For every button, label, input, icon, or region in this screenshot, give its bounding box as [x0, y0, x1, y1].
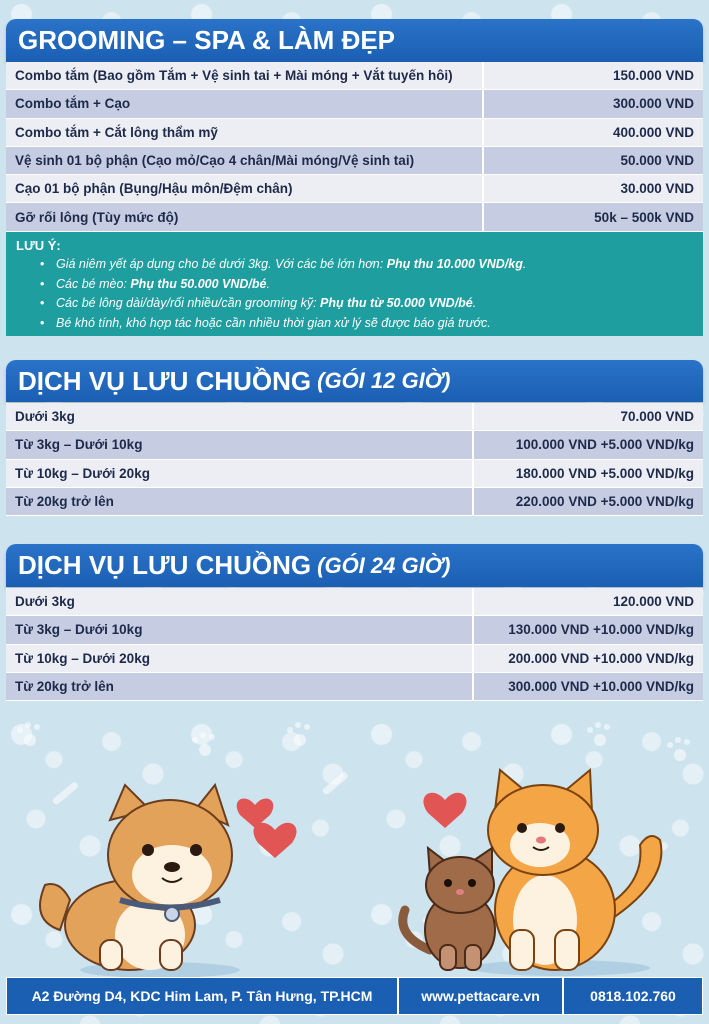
note-end: .	[266, 276, 270, 291]
paw-icon	[587, 722, 610, 746]
note-item	[56, 275, 693, 295]
service-name: Dưới 3kg	[6, 588, 474, 615]
paw-icon	[667, 737, 690, 761]
note-highlight: Phụ thu 50.000 VND/bé	[130, 276, 267, 291]
heart-icon	[423, 793, 466, 828]
note-text: Các bé lông dài/dày/rối nhiều/cần grooming kỹ:	[56, 296, 321, 310]
footer-phone[interactable]: 0818.102.760	[590, 988, 676, 1004]
orange-cat-icon	[470, 770, 661, 976]
service-name: Gỡ rối lông (Tùy mức độ)	[6, 203, 484, 230]
table-row	[6, 90, 703, 118]
service-price: 220.000 VND +5.000 VND/kg	[515, 494, 694, 510]
bone-icon	[322, 771, 349, 796]
table-row	[6, 616, 703, 644]
shiba-dog-icon	[40, 785, 240, 977]
table-row	[6, 403, 703, 431]
boarding24-subtitle: (GÓI 24 GIỜ)	[317, 552, 451, 578]
footer-address: A2 Đường D4, KDC Him Lam, P. Tân Hưng, TP.HCM	[7, 978, 399, 1014]
table-row	[6, 645, 703, 673]
note-text: Bé khó tính, khó hợp tác hoặc cần nhiều thời gian xử lý sẽ được báo giá trước.	[56, 315, 491, 330]
service-name: Combo tắm + Cắt lông thẩm mỹ	[6, 119, 484, 146]
service-price: 180.000 VND +5.000 VND/kg	[515, 465, 694, 481]
service-price: 200.000 VND +10.000 VND/kg	[508, 650, 694, 666]
note-highlight: Phụ thu từ 50.000 VND/bé	[320, 296, 473, 310]
note-end: .	[472, 296, 477, 310]
service-name: Từ 10kg – Dưới 20kg	[6, 645, 474, 672]
boarding12-subtitle: (GÓI 12 GIỜ)	[317, 368, 451, 393]
note-item	[56, 314, 693, 334]
service-name: Từ 3kg – Dưới 10kg	[6, 431, 474, 458]
service-price: 130.000 VND +10.000 VND/kg	[508, 622, 694, 638]
table-row	[6, 673, 703, 701]
note-end: .	[522, 257, 527, 271]
note-text: Các bé mèo:	[56, 276, 131, 291]
service-price: 300.000 VND	[612, 96, 694, 112]
service-name: Từ 10kg – Dưới 20kg	[6, 460, 474, 487]
service-name: Combo tắm (Bao gồm Tắm + Vệ sinh tai + Mài móng + Vắt tuyến hôi)	[6, 62, 484, 89]
grooming-title: GROOMING – SPA & LÀM ĐẸP	[18, 25, 396, 55]
service-price: 300.000 VND +10.000 VND/kg	[508, 679, 694, 695]
boarding12-title: DỊCH VỤ LƯU CHUỒNG	[18, 365, 312, 396]
service-price: 30.000 VND	[620, 181, 694, 197]
service-price: 50k – 500k VND	[594, 209, 694, 225]
service-name: Combo tắm + Cạo	[6, 90, 484, 117]
table-row	[6, 119, 703, 147]
note-item	[56, 255, 693, 275]
note-item	[56, 294, 693, 314]
service-name: Vệ sinh 01 bộ phận (Cạo mỏ/Cạo 4 chân/Mài móng/Vệ sinh tai)	[6, 147, 484, 174]
note-title: LƯU Ý:	[16, 238, 61, 253]
heart-icon	[237, 798, 274, 828]
table-row	[6, 588, 703, 616]
boarding12-table	[6, 403, 703, 516]
table-row	[6, 203, 703, 231]
pets-illustration	[0, 700, 709, 977]
service-price: 70.000 VND	[620, 409, 694, 425]
boarding24-title: DỊCH VỤ LƯU CHUỒNG	[18, 550, 312, 580]
service-price: 100.000 VND +5.000 VND/kg	[515, 437, 694, 453]
service-name: Từ 20kg trở lên	[6, 673, 474, 700]
paw-icon	[192, 732, 215, 756]
service-name: Từ 20kg trở lên	[6, 488, 474, 515]
service-price: 400.000 VND	[612, 124, 694, 140]
heart-icon	[253, 823, 296, 858]
footer-website[interactable]: www.pettacare.vn	[399, 978, 564, 1014]
brown-kitten-icon	[403, 848, 495, 970]
table-row	[6, 62, 703, 90]
grooming-table	[6, 62, 703, 232]
grooming-header	[6, 19, 703, 62]
boarding24-header	[6, 544, 703, 587]
table-row	[6, 147, 703, 175]
boarding24-table	[6, 588, 703, 701]
table-row	[6, 460, 703, 488]
boarding12-header	[6, 360, 703, 402]
footer-bar	[6, 977, 703, 1015]
grooming-note	[6, 232, 703, 336]
table-row	[6, 175, 703, 203]
table-row	[6, 431, 703, 459]
service-name: Dưới 3kg	[6, 403, 474, 430]
paw-icon	[287, 722, 310, 746]
paw-icon	[17, 722, 40, 746]
note-list	[16, 255, 693, 333]
note-highlight: Phụ thu 10.000 VND/kg	[386, 257, 523, 271]
service-name: Từ 3kg – Dưới 10kg	[6, 616, 474, 643]
bone-icon	[52, 781, 79, 806]
table-row	[6, 488, 703, 516]
service-price: 150.000 VND	[612, 68, 694, 84]
service-name: Cạo 01 bộ phận (Bụng/Hậu môn/Đệm chân)	[6, 175, 484, 202]
service-price: 120.000 VND	[612, 594, 694, 610]
service-price: 50.000 VND	[620, 153, 694, 169]
note-text: Giá niêm yết áp dụng cho bé dưới 3kg. Với các bé lớn hơn:	[56, 257, 387, 271]
